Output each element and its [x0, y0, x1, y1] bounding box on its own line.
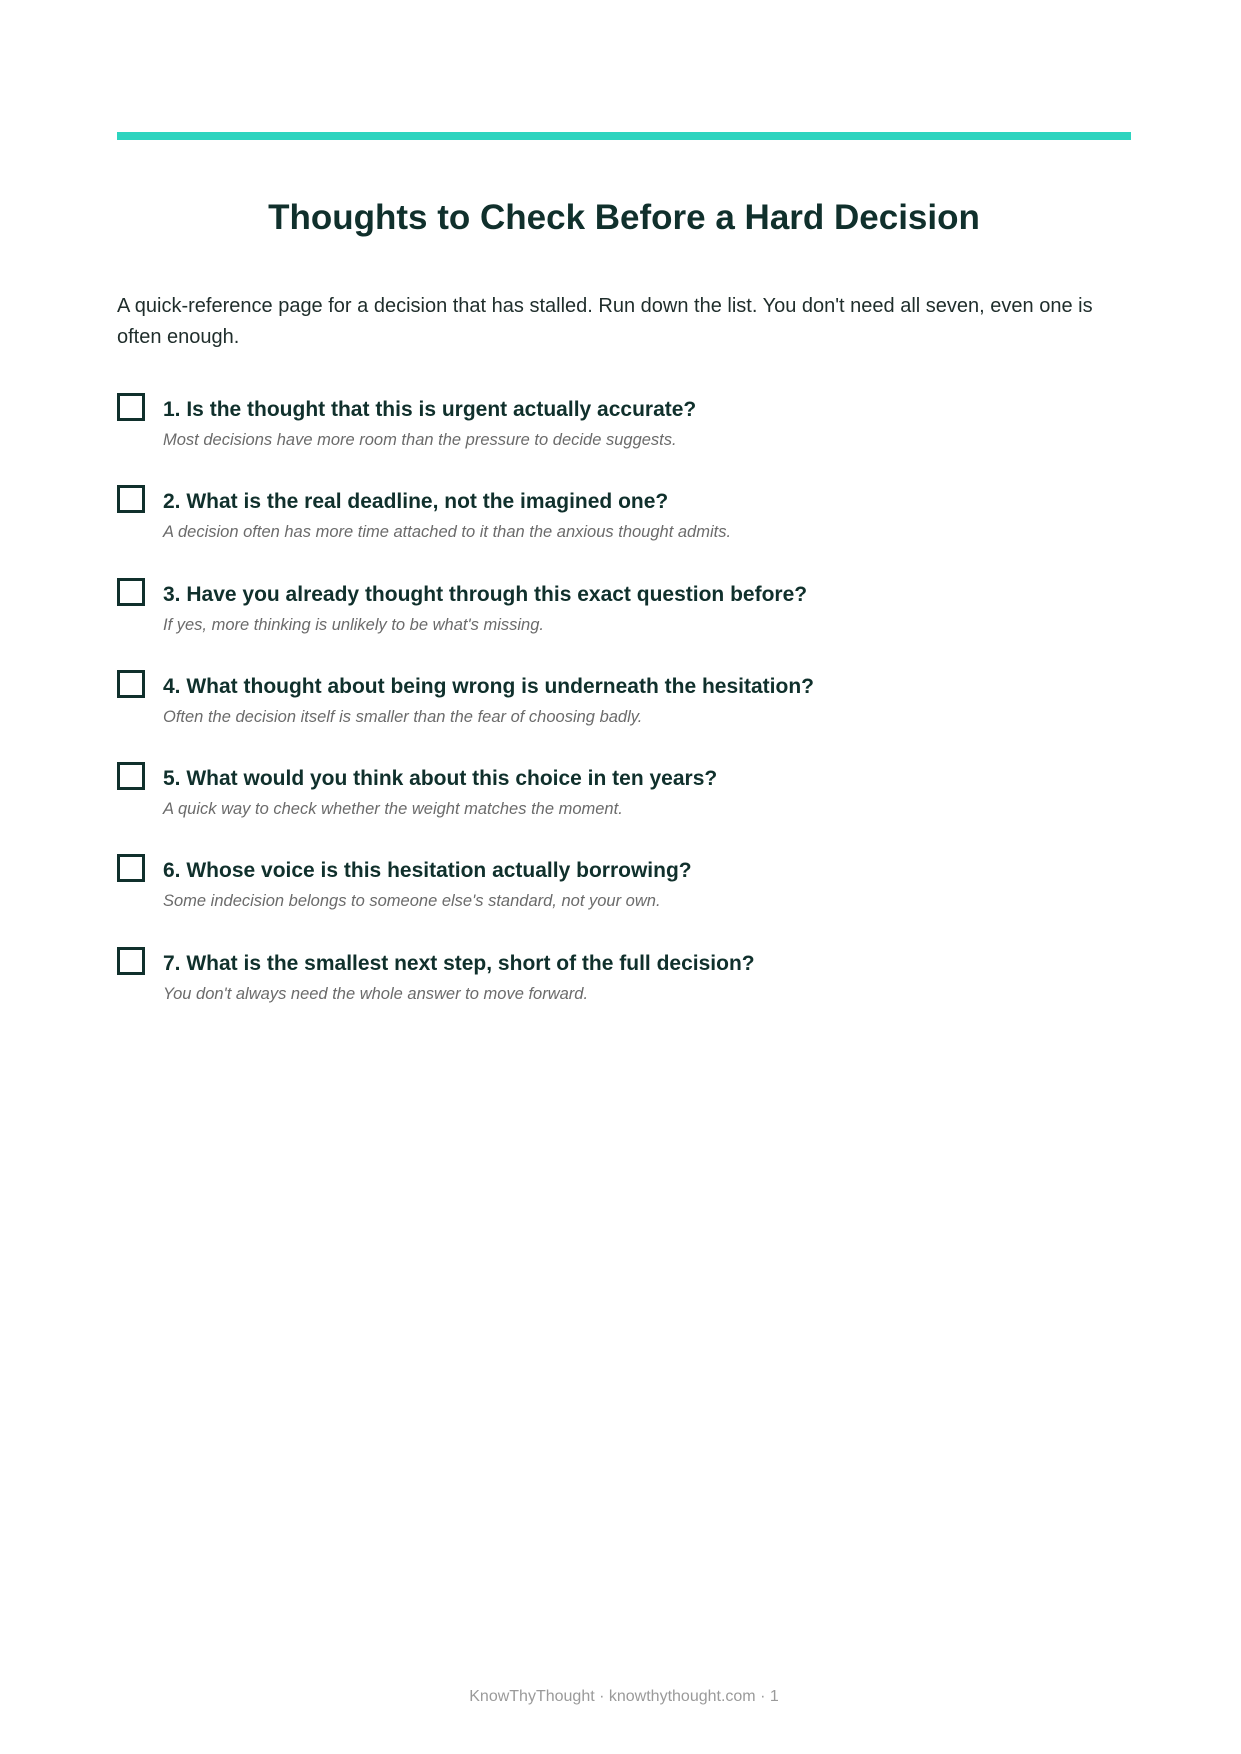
checkbox-icon[interactable]: [117, 485, 145, 513]
checkbox-icon[interactable]: [117, 393, 145, 421]
checklist-note: Often the decision itself is smaller than the fear of choosing badly.: [163, 707, 643, 726]
page-title: Thoughts to Check Before a Hard Decision: [268, 198, 980, 237]
checklist-item: [117, 578, 1131, 670]
checklist-item: [117, 762, 1131, 854]
checklist-note: You don't always need the whole answer to move forward.: [163, 984, 589, 1003]
checklist-note: A decision often has more time attached to it than the anxious thought admits.: [163, 523, 732, 542]
checklist-item: [117, 485, 1131, 577]
checkbox-icon[interactable]: [117, 762, 145, 790]
checklist: [117, 393, 1131, 1039]
checklist-item: [117, 393, 1131, 485]
checklist-note: Most decisions have more room than the pressure to decide suggests.: [163, 431, 677, 449]
checkbox-icon[interactable]: [117, 670, 145, 698]
checklist-question: 3. Have you already thought through this exact question before?: [163, 582, 808, 606]
checkbox-icon[interactable]: [117, 947, 145, 975]
checklist-question: 1. Is the thought that this is urgent actually accurate?: [163, 398, 697, 421]
checklist-item: [117, 854, 1131, 946]
checklist-item: [117, 670, 1131, 762]
checklist-note: A quick way to check whether the weight matches the moment.: [163, 800, 623, 819]
checkbox-icon[interactable]: [117, 854, 145, 882]
checklist-note: Some indecision belongs to someone else's standard, not your own.: [163, 892, 661, 911]
checklist-note: If yes, more thinking is unlikely to be what's missing.: [163, 615, 544, 634]
checklist-question: 6. Whose voice is this hesitation actually borrowing?: [163, 859, 692, 883]
checklist-question: 2. What is the real deadline, not the imagined one?: [163, 490, 669, 514]
intro-paragraph: A quick-reference page for a decision that has stalled. Run down the list. You don't need all seven, even one is often enough.: [117, 295, 1093, 348]
document-page: [117, 0, 1131, 1754]
checklist-item: [117, 947, 1131, 1039]
checkbox-icon[interactable]: [117, 578, 145, 606]
page-footer: KnowThyThought · knowthythought.com · 1: [469, 1688, 779, 1705]
checklist-question: 4. What thought about being wrong is underneath the hesitation?: [163, 674, 814, 698]
checklist-question: 5. What would you think about this choice in ten years?: [163, 767, 718, 791]
checklist-question: 7. What is the smallest next step, short of the full decision?: [163, 951, 755, 975]
top-accent-rule: [117, 132, 1131, 140]
